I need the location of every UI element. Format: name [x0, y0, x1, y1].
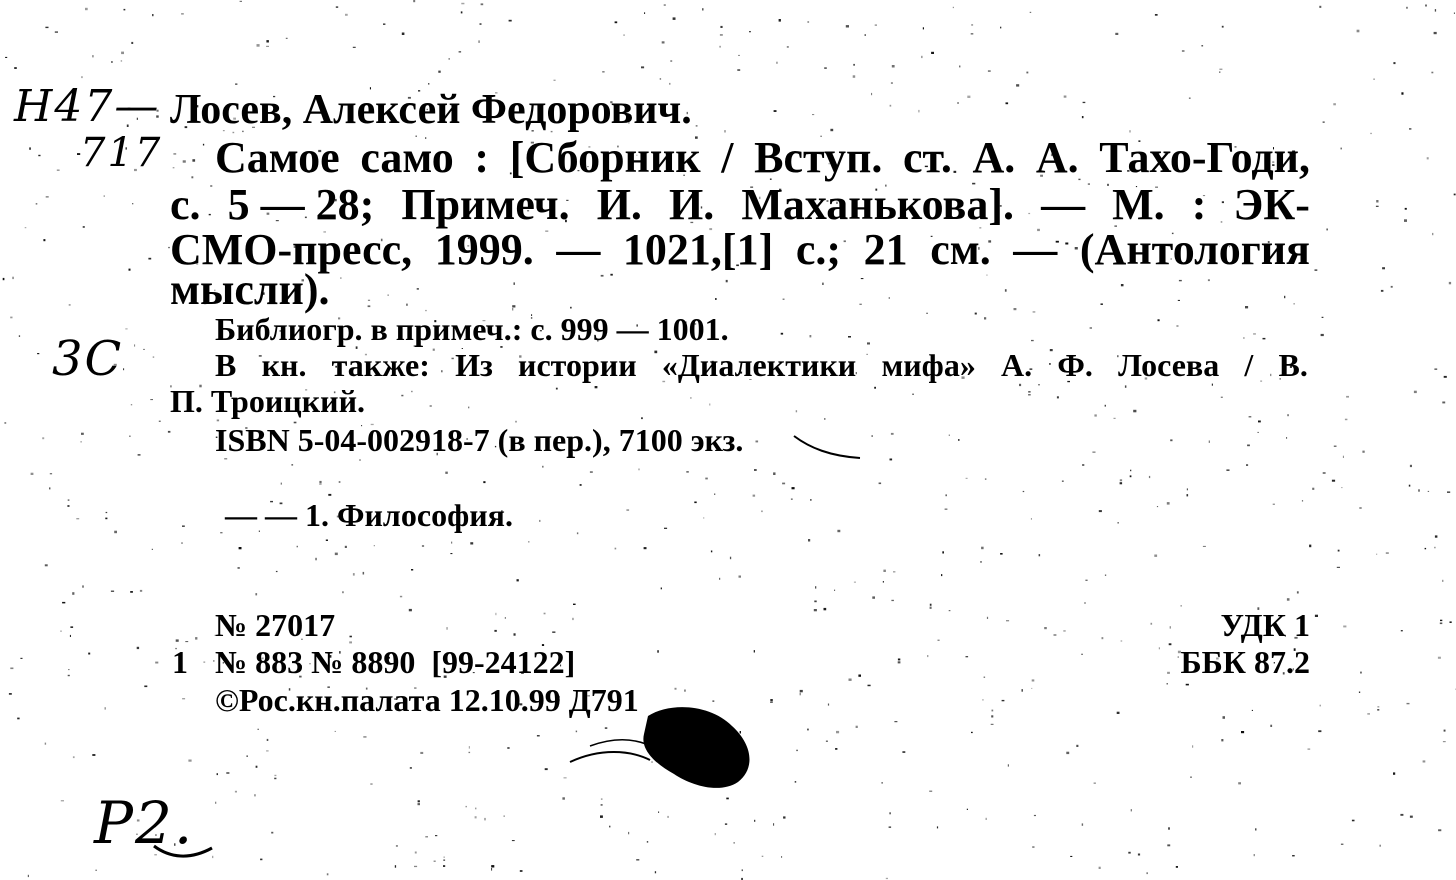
word: М. — [1112, 180, 1165, 229]
word: В — [215, 347, 237, 383]
word: : — [474, 133, 490, 182]
title-line-1 — [215, 134, 1310, 182]
word: — — [1013, 225, 1058, 274]
word: 21 — [863, 225, 908, 274]
word: Тахо-Годи, — [1099, 133, 1310, 182]
word: / — [721, 133, 734, 182]
word: Самое — [215, 133, 340, 182]
note-bibliography: Библиогр. в примеч.: с. 999 — 1001. — [215, 311, 729, 347]
word: также: — [331, 347, 430, 383]
word: И. — [669, 180, 715, 229]
udk-code: УДК 1 — [1220, 607, 1310, 643]
word: — — [556, 225, 601, 274]
word: 1021,[1] — [622, 225, 774, 274]
word: Вступ. — [754, 133, 883, 182]
word: А. — [1035, 133, 1079, 182]
word: — — [1041, 180, 1086, 229]
bbk-code: ББК 87.2 — [1180, 644, 1310, 680]
word: Маханькова]. — [741, 180, 1014, 229]
word: В. — [1278, 347, 1308, 383]
word: [Сборник — [509, 133, 701, 182]
record-numbers: № 883 № 8890 [99-24122] — [215, 644, 576, 680]
handwritten-code-top: Н47— — [14, 81, 161, 132]
word: кн. — [261, 347, 307, 383]
title-line-2 — [170, 181, 1310, 229]
handwritten-code-bottom: 717 — [80, 130, 163, 176]
title-line-4: мысли). — [170, 265, 330, 314]
word: Из — [455, 347, 493, 383]
word: 5 — 28; — [227, 180, 375, 229]
word: с. — [170, 180, 201, 229]
note-contents-line-2: П. Троицкий. — [170, 383, 365, 419]
word: Лосева — [1118, 347, 1220, 383]
author-heading: Лосев, Алексей Федорович. — [170, 87, 692, 133]
subject-heading: — — 1. Философия. — [225, 497, 513, 533]
handwritten-mark-middle: 3С — [52, 331, 124, 387]
word: см. — [930, 225, 991, 274]
word: (Антология — [1079, 225, 1310, 274]
word: истории — [518, 347, 637, 383]
word: Примеч. — [401, 180, 570, 229]
stray-stroke-isbn — [790, 430, 870, 470]
word: «Диалектики — [661, 347, 857, 383]
word: 1999. — [434, 225, 534, 274]
handwritten-mark-bottom: Р2. — [94, 789, 195, 857]
word: ЭК- — [1233, 180, 1310, 229]
word: мифа» — [881, 347, 976, 383]
copyright-line: ©Рос.кн.палата 12.10.99 Д791 — [215, 682, 639, 718]
word: И. — [596, 180, 642, 229]
word: СМО-пресс, — [170, 225, 413, 274]
word: само — [360, 133, 454, 182]
word: А. — [972, 133, 1016, 182]
word: с.; — [795, 225, 842, 274]
handwritten-underline-p2 — [150, 840, 220, 870]
word: ст. — [903, 133, 952, 182]
title-line-3 — [170, 226, 1310, 274]
word: А. — [1001, 347, 1033, 383]
isbn-line: ISBN 5-04-002918-7 (в пер.), 7100 экз. — [215, 422, 744, 458]
word: / — [1244, 347, 1254, 383]
word: Ф. — [1057, 347, 1093, 383]
word: : — [1191, 180, 1207, 229]
note-contents-line-1 — [215, 347, 1308, 383]
margin-digit: 1 — [172, 644, 188, 680]
registration-number: № 27017 — [215, 607, 336, 643]
ink-blot — [560, 690, 800, 800]
